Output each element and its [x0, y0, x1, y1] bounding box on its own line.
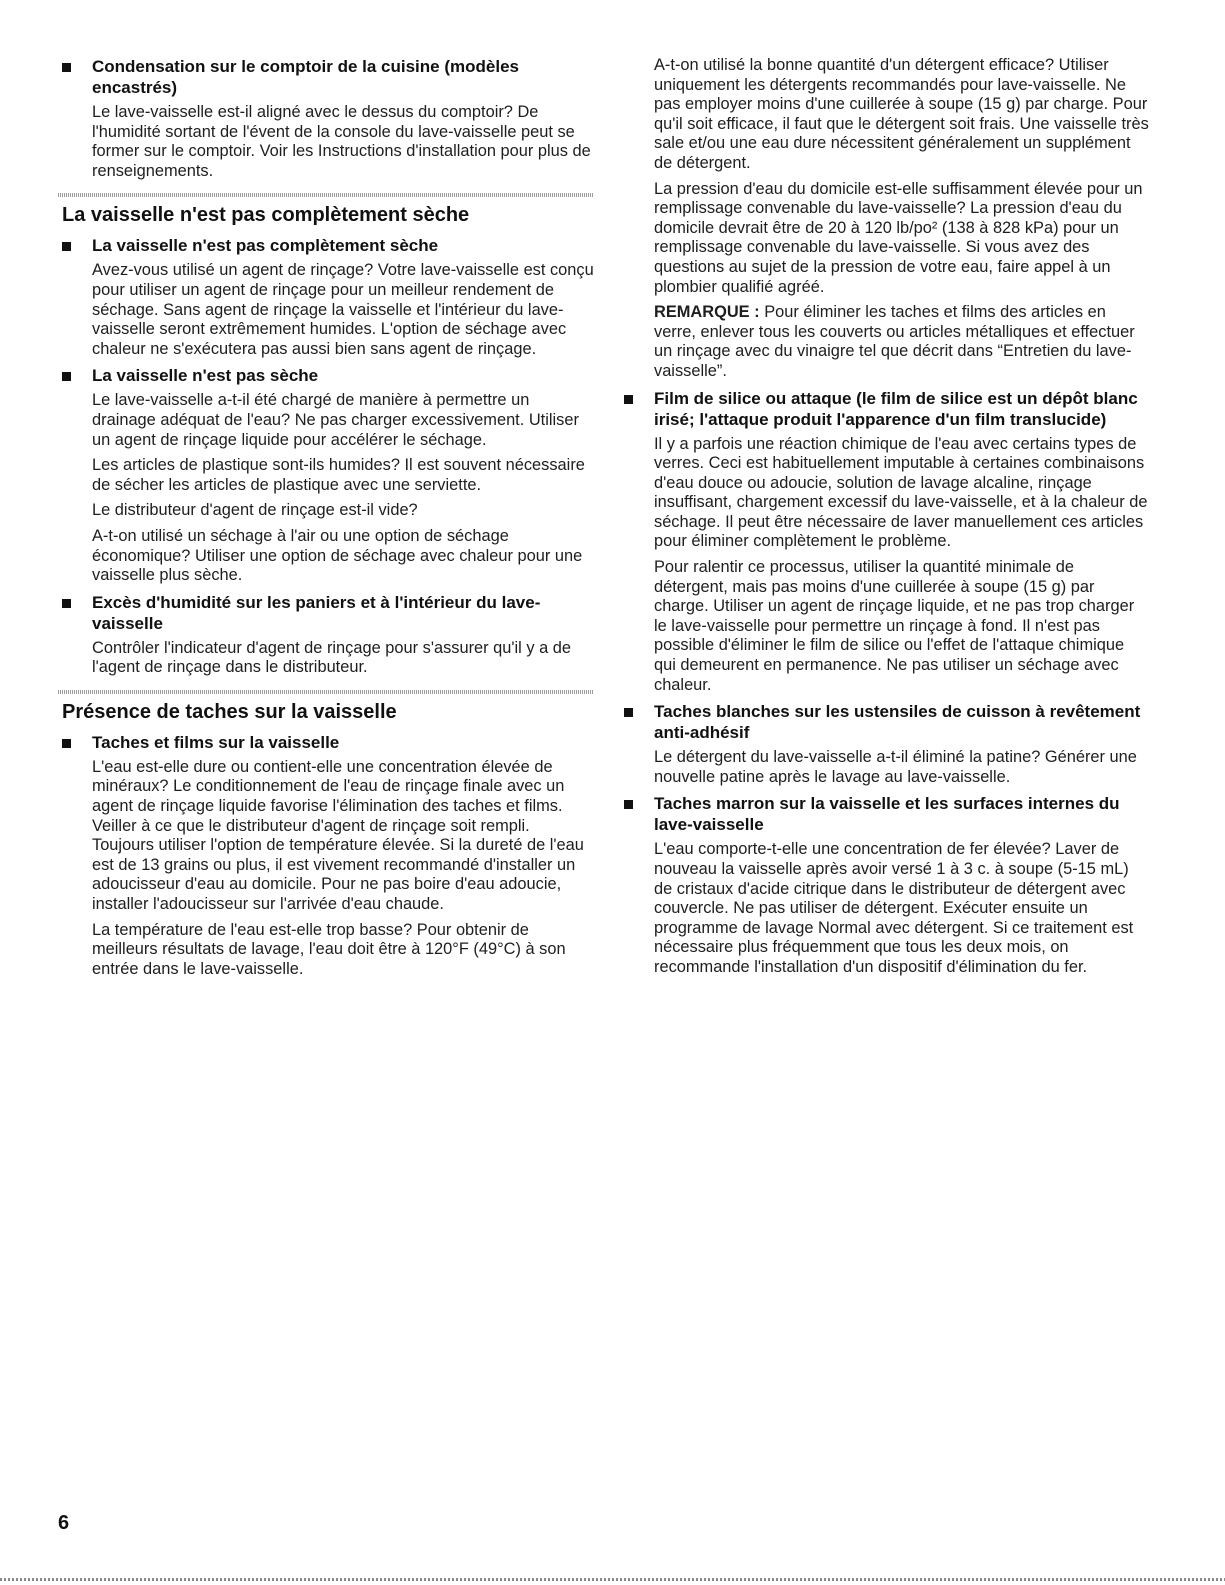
item-paragraph: Pour ralentir ce processus, utiliser la quantité minimale de détergent, mais pas moins d'une cuillerée à soupe (15 g) par charge. Utiliser un agent de rinçage liquide, et ne pas trop charger le lave-vaisselle pour permettre un rinçage à fond. Il n'est pas possible d'éliminer le film de silice ou l'effet de l'attaque chimique qui demeurent en permanence. Ne pas utiliser un séchage avec chaleur. — [654, 558, 1135, 694]
square-bullet-icon — [624, 800, 633, 809]
square-bullet-icon — [62, 372, 71, 381]
item-paragraph: L'eau est-elle dure ou contient-elle une concentration élevée de minéraux? Le conditionnement de l'eau de rinçage finale avec un agent de rinçage liquide favorise l'élimination des taches et films. Veiller à ce que le distributeur d'agent de rinçage soit rempli. Toujours utiliser l'option de température élevée. Si la dureté de l'eau est de 13 grains ou plus, il est vivement recommandé d'installer un adoucisseur d'eau au domicile. Pour ne pas boire d'eau adoucie, installer l'adoucisseur sur l'arrivée d'eau chaude. — [92, 757, 584, 914]
section-divider — [58, 690, 594, 694]
item-title: La vaisselle n'est pas sèche — [92, 366, 319, 386]
item-paragraph: L'eau comporte-t-elle une concentration de fer élevée? Laver de nouveau la vaisselle après avoir versé 1 à 3 c. à soupe (5-15 mL) de cristaux d'acide citrique dans le distributeur de détergent avec couvercle. Ne pas utiliser de détergent. Exécuter ensuite un programme de lavage Normal avec détergent. Si ce traitement est nécessaire plus fréquemment que tous les deux mois, on recommande l'installation d'un dispositif d'élimination du fer. — [654, 840, 1134, 976]
troubleshoot-item-condensation — [58, 56, 594, 181]
item-paragraph: Le lave-vaisselle est-il aligné avec le dessus du comptoir? De l'humidité sortant de l'évent de la console du lave-vaisselle peut se former sur le comptoir. Voir les Instructions d'installation pour plus de renseignements. — [92, 103, 591, 180]
item-paragraph: Les articles de plastique sont-ils humides? Il est souvent nécessaire de sécher les articles de plastique avec une serviette. — [92, 456, 585, 494]
troubleshoot-item-white-spots-cookware — [620, 701, 1150, 787]
item-paragraph: Le détergent du lave-vaisselle a-t-il éliminé la patine? Générer une nouvelle patine après le lavage au lave-vaisselle. — [654, 748, 1137, 786]
item-paragraph: Contrôler l'indicateur d'agent de rinçage pour s'assurer qu'il y a de l'agent de rinçage dans le distributeur. — [92, 638, 572, 677]
page-number: 6 — [58, 1512, 70, 1534]
item-paragraph: La pression d'eau du domicile est-elle suffisamment élevée pour un remplissage convenable du lave-vaisselle? La pression d'eau du domicile devrait être de 20 à 120 lb/po² (138 à 828 kPa) pour un remplissage convenable du lave-vaisselle. Si vous avez des questions au sujet de la pression de votre eau, faire appel à un plombier qualifié agréé. — [654, 179, 1143, 296]
note-label: REMARQUE : — [654, 303, 760, 322]
section-heading-dry: La vaisselle n'est pas complètement sèche — [62, 204, 470, 227]
troubleshoot-item-silica-film — [620, 388, 1150, 696]
troubleshoot-item-not-fully-dry — [58, 235, 594, 359]
square-bullet-icon — [624, 395, 633, 404]
item-paragraph: Le lave-vaisselle a-t-il été chargé de manière à permettre un drainage adéquat de l'eau? Ne pas charger excessivement. Utiliser un agent de rinçage liquide pour accélérer le séchage. — [92, 391, 579, 449]
left-column — [58, 56, 594, 985]
troubleshoot-item-excess-moisture — [58, 592, 594, 678]
note-text: Pour éliminer les taches et films des articles en verre, enlever tous les couverts ou articles métalliques et effectuer un rinçage avec du vinaigre tel que décrit dans “Entretien du lave-vaisselle”. — [654, 303, 1135, 380]
note-paragraph — [654, 303, 1150, 381]
square-bullet-icon — [62, 242, 71, 251]
square-bullet-icon — [62, 739, 71, 748]
square-bullet-icon — [62, 599, 71, 608]
item-paragraph: Avez-vous utilisé un agent de rinçage? Votre lave-vaisselle est conçu pour utiliser un agent de rinçage pour un meilleur rendement de séchage. Sans agent de rinçage la vaisselle et l'intérieur du lave-vaisselle seront extrêmement humides. L'option de séchage avec chaleur ne s'exécutera pas aussi bien sans agent de rinçage. — [92, 261, 594, 358]
item-title: Excès d'humidité sur les paniers et à l'intérieur du lave-vaisselle — [92, 592, 541, 633]
item-title: Taches et films sur la vaisselle — [92, 732, 340, 752]
section-divider — [58, 193, 594, 197]
item-paragraph: A-t-on utilisé un séchage à l'air ou une option de séchage économique? Utiliser une option de séchage avec chaleur pour une vaisselle plus sèche. — [92, 526, 583, 585]
item-paragraph: Il y a parfois une réaction chimique de l'eau avec certains types de verres. Ceci est habituellement imputable à certaines combinaisons d'eau douce ou adoucie, solution de lavage alcaline, rinçage insuffisant, chargement excessif du lave-vaisselle, et à la chaleur de séchage. Il peut être nécessaire de laver manuellement ces articles pour éliminer complètement le problème. — [654, 434, 1148, 551]
section-heading-spots: Présence de taches sur la vaisselle — [62, 700, 397, 723]
item-title: Taches blanches sur les ustensiles de cuisson à revêtement anti-adhésif — [654, 702, 1141, 743]
item-title: Film de silice ou attaque (le film de silice est un dépôt blanc irisé; l'attaque produit l'apparence d'un film translucide) — [654, 388, 1138, 429]
item-paragraph: Le distributeur d'agent de rinçage est-il vide? — [92, 501, 418, 520]
square-bullet-icon — [62, 63, 71, 72]
right-column — [620, 56, 1150, 984]
item-paragraph: La température de l'eau est-elle trop basse? Pour obtenir de meilleurs résultats de lavage, l'eau doit être à 120°F (49°C) à son entrée dans le lave-vaisselle. — [92, 920, 566, 978]
troubleshoot-item-brown-stains — [620, 793, 1150, 977]
item-title: Taches marron sur la vaisselle et les surfaces internes du lave-vaisselle — [654, 794, 1120, 835]
scan-edge-divider — [0, 1578, 1225, 1581]
square-bullet-icon — [624, 708, 633, 717]
item-title: La vaisselle n'est pas complètement sèche — [92, 236, 439, 256]
troubleshoot-item-spots-films — [58, 732, 594, 980]
troubleshoot-item-not-dry — [58, 365, 594, 585]
item-title: Condensation sur le comptoir de la cuisine (modèles encastrés) — [92, 57, 519, 97]
spots-films-continued — [620, 56, 1150, 382]
item-paragraph: A-t-on utilisé la bonne quantité d'un détergent efficace? Utiliser uniquement les détergents recommandés pour lave-vaisselle. Ne pas employer moins d'une cuillerée à soupe (15 g) par charge. Pour qu'il soit efficace, il faut que le détergent soit frais. Une vaisselle très sale et/ou une eau dure nécessitent généralement un supplément de détergent. — [654, 56, 1149, 172]
